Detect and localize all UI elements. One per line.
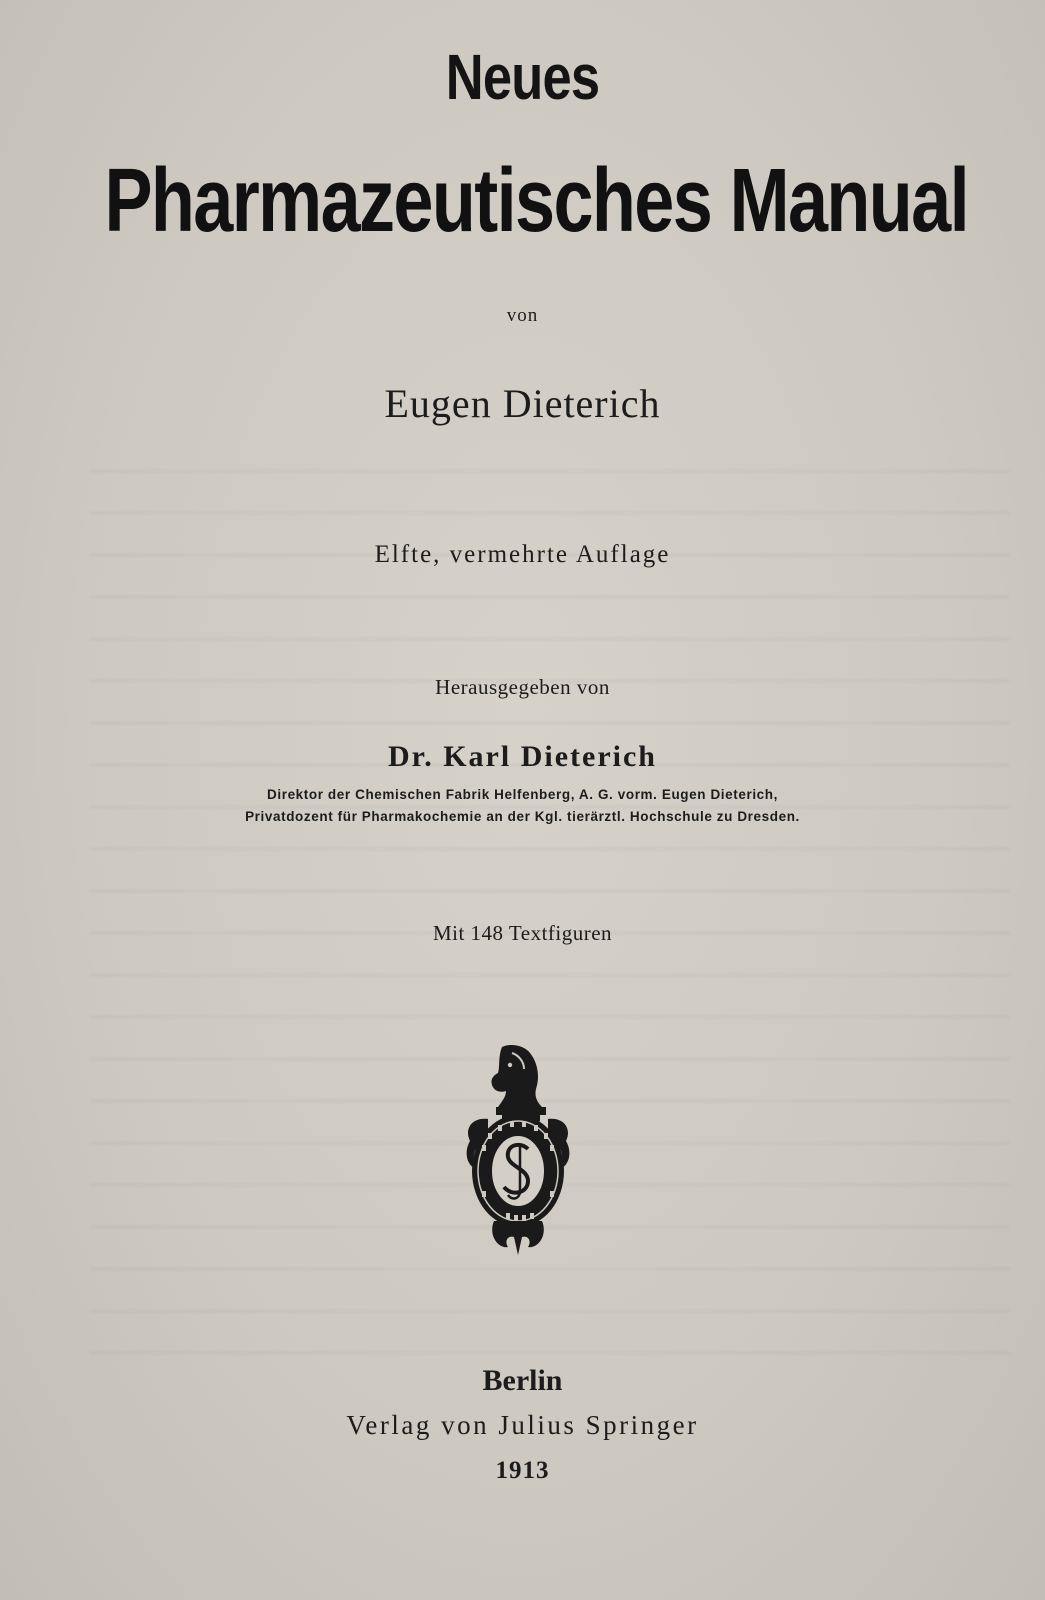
figures-note: Mit 148 Textfiguren bbox=[432, 921, 613, 945]
editor-affiliation-line-2: Privatdozent für Pharmakochemie an der Kgl. tierärztl. Hochschule zu Dresden. bbox=[245, 809, 800, 824]
imprint-year: 1913 bbox=[495, 1457, 550, 1484]
knight-horse-emblem-icon bbox=[458, 1043, 578, 1261]
edition-statement: Elfte, vermehrte Auflage bbox=[374, 541, 671, 568]
editor-affiliation-line-1: Direktor der Chemischen Fabrik Helfenberg, A. G. vorm. Eugen Dieterich, bbox=[267, 787, 778, 802]
editor-name: Dr. Karl Dieterich bbox=[388, 740, 657, 773]
edited-by-label: Herausgegeben von bbox=[435, 675, 610, 699]
pre-title: Neues bbox=[445, 41, 600, 113]
imprint-city: Berlin bbox=[482, 1364, 563, 1397]
author-name: Eugen Dieterich bbox=[384, 381, 661, 426]
imprint-publisher: Verlag von Julius Springer bbox=[346, 1410, 699, 1440]
book-title: Pharmazeutisches Manual bbox=[104, 151, 969, 251]
by-label: von bbox=[506, 305, 539, 326]
